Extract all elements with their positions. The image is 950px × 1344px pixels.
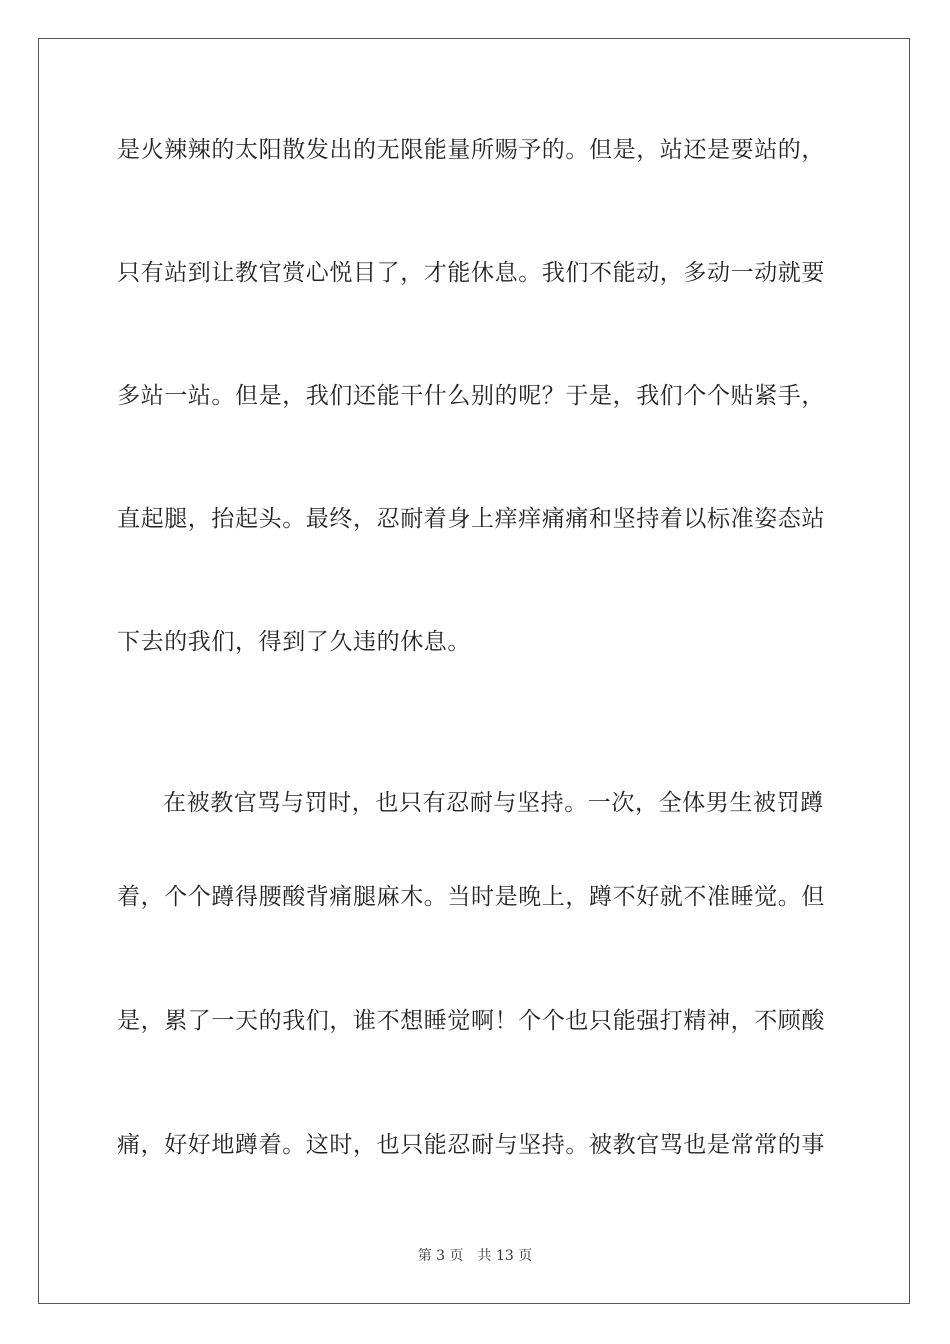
body-text-line: 是，累了一天的我们，谁不想睡觉啊！个个也只能强打精神，不顾酸 [117,1008,825,1034]
paragraph-first-line: 在被教官骂与罚时，也只有忍耐与坚持。一次，全体男生被罚蹲 [163,790,824,816]
body-text-line: 只有站到让教官赏心悦目了，才能休息。我们不能动，多动一动就要 [117,260,825,286]
page-number-footer: 第 3 页 共 13 页 [417,1248,533,1264]
body-text-line: 是火辣辣的太阳散发出的无限能量所赐予的。但是，站还是要站的， [117,137,825,163]
body-text-line: 痛，好好地蹲着。这时，也只能忍耐与坚持。被教官骂也是常常的事 [117,1132,825,1158]
body-text-line: 着，个个蹲得腰酸背痛腿麻木。当时是晚上，蹲不好就不准睡觉。但 [117,884,825,910]
body-text-line: 多站一站。但是，我们还能干什么别的呢？于是，我们个个贴紧手， [117,383,825,409]
body-text-line: 直起腿，抬起头。最终，忍耐着身上痒痒痛痛和坚持着以标准姿态站 [117,506,825,532]
page-border [38,38,910,1304]
body-text-line: 下去的我们，得到了久违的休息。 [117,629,471,655]
